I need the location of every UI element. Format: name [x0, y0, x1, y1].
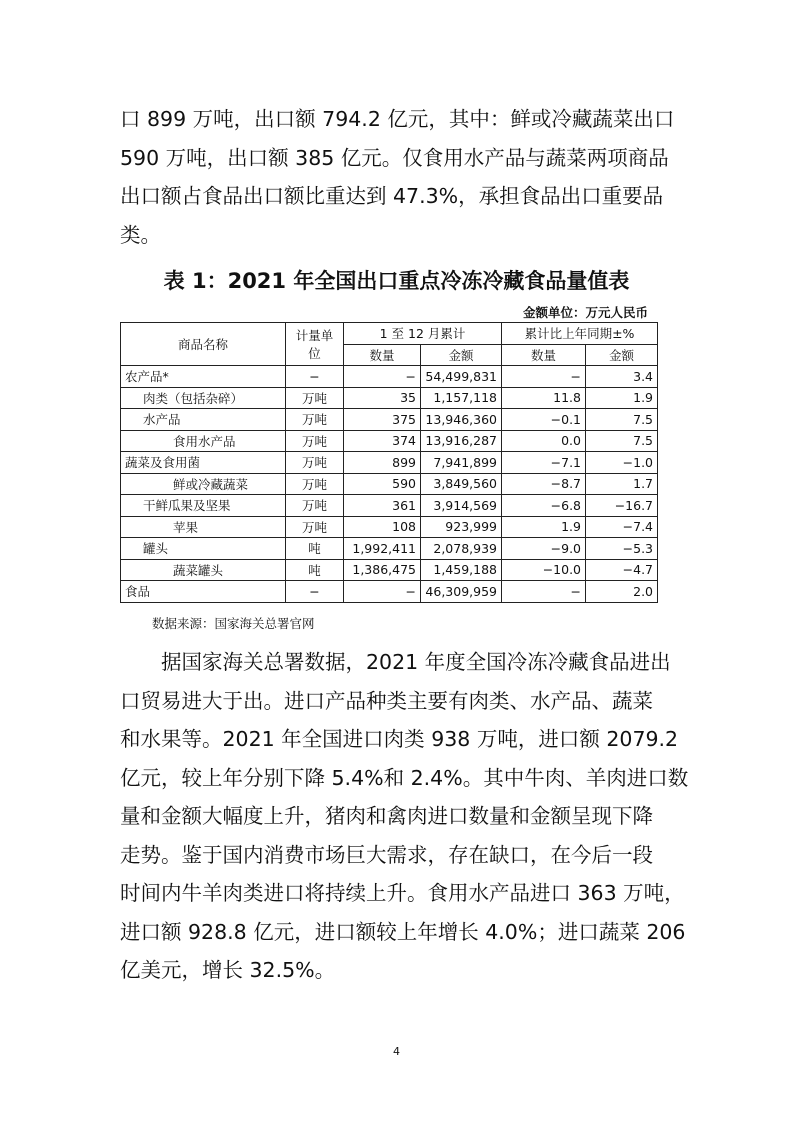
- table-title: 表 1：2021 年全国出口重点冷冻冷藏食品量值表: [163, 269, 630, 293]
- cell-quantity-change: 0.0: [502, 430, 586, 452]
- cell-amount: 2,078,939: [421, 538, 502, 560]
- cell-amount-change: −1.0: [586, 452, 658, 474]
- cell-unit: 万吨: [286, 473, 344, 495]
- cell-name: 农产品*: [121, 366, 286, 388]
- cell-quantity-change: −: [502, 581, 586, 603]
- cell-name: 肉类（包括杂碎）: [121, 387, 286, 409]
- cell-name: 蔬菜罐头: [121, 559, 286, 581]
- text-line: 量和金额大幅度上升，猪肉和禽肉进口数量和金额呈现下降: [120, 804, 653, 828]
- cell-amount-change: −5.3: [586, 538, 658, 560]
- text-line: 类。: [120, 222, 161, 247]
- table-row: [121, 452, 658, 474]
- cell-amount: 3,849,560: [421, 473, 502, 495]
- cell-quantity-change: −8.7: [502, 473, 586, 495]
- cell-quantity: 374: [344, 430, 421, 452]
- text-line: 590 万吨，出口额 385 亿元。仅食用水产品与蔬菜两项商品: [120, 145, 669, 170]
- cell-amount-change: 1.9: [586, 387, 658, 409]
- cell-name: 鲜或冷藏蔬菜: [121, 473, 286, 495]
- cell-quantity: 590: [344, 473, 421, 495]
- table-row: [121, 538, 658, 560]
- cell-unit: 万吨: [286, 430, 344, 452]
- cell-quantity: −: [344, 366, 421, 388]
- cell-quantity-change: −9.0: [502, 538, 586, 560]
- header-cumulative: 1 至 12 月累计: [344, 323, 502, 345]
- cell-name: 蔬菜及食用菌: [121, 452, 286, 474]
- cell-quantity: 1,386,475: [344, 559, 421, 581]
- table-row: [121, 516, 658, 538]
- cell-amount: 46,309,959: [421, 581, 502, 603]
- header-name: 商品名称: [121, 323, 286, 366]
- cell-amount-change: 3.4: [586, 366, 658, 388]
- table-row: [121, 473, 658, 495]
- cell-unit: 吨: [286, 538, 344, 560]
- source-note: 数据来源：国家海关总署官网: [152, 616, 315, 631]
- cell-quantity: 108: [344, 516, 421, 538]
- cell-amount-change: 7.5: [586, 430, 658, 452]
- cell-quantity-change: −10.0: [502, 559, 586, 581]
- cell-quantity: 35: [344, 387, 421, 409]
- cell-unit: −: [286, 366, 344, 388]
- unit-note: 金额单位：万元人民币: [523, 305, 649, 320]
- cell-amount: 13,916,287: [421, 430, 502, 452]
- text-line: 和水果等。2021 年全国进口肉类 938 万吨，进口额 2079.2: [120, 727, 679, 751]
- table-row: [121, 409, 658, 431]
- cell-unit: −: [286, 581, 344, 603]
- header-amount-change: 金额: [586, 344, 658, 366]
- cell-quantity: 899: [344, 452, 421, 474]
- cell-quantity-change: −: [502, 366, 586, 388]
- text-line: 亿美元，增长 32.5%。: [120, 958, 336, 982]
- cell-quantity-change: 11.8: [502, 387, 586, 409]
- header-unit: 计量单位: [286, 323, 344, 366]
- cell-amount-change: −4.7: [586, 559, 658, 581]
- cell-amount-change: −16.7: [586, 495, 658, 517]
- cell-name: 苹果: [121, 516, 286, 538]
- cell-amount-change: 2.0: [586, 581, 658, 603]
- cell-quantity-change: −7.1: [502, 452, 586, 474]
- cell-quantity-change: 1.9: [502, 516, 586, 538]
- text-line: 进口额 928.8 亿元，进口额较上年增长 4.0%；进口蔬菜 206: [120, 919, 686, 944]
- cell-quantity: 1,992,411: [344, 538, 421, 560]
- header-quantity-change: 数量: [502, 344, 586, 366]
- cell-name: 水产品: [121, 409, 286, 431]
- cell-amount-change: 7.5: [586, 409, 658, 431]
- cell-unit: 万吨: [286, 495, 344, 517]
- export-data-table: [120, 322, 658, 603]
- cell-unit: 万吨: [286, 516, 344, 538]
- cell-amount: 13,946,360: [421, 409, 502, 431]
- cell-unit: 万吨: [286, 387, 344, 409]
- cell-amount: 923,999: [421, 516, 502, 538]
- table-row: [121, 581, 658, 603]
- table-row: [121, 495, 658, 517]
- cell-amount: 1,157,118: [421, 387, 502, 409]
- text-line: 亿元，较上年分别下降 5.4%和 2.4%。其中牛肉、羊肉进口数: [120, 765, 689, 790]
- table-row: [121, 387, 658, 409]
- cell-amount-change: 1.7: [586, 473, 658, 495]
- text-line: 走势。鉴于国内消费市场巨大需求，存在缺口，在今后一段: [120, 842, 653, 867]
- cell-quantity-change: −6.8: [502, 495, 586, 517]
- cell-unit: 吨: [286, 559, 344, 581]
- cell-amount: 3,914,569: [421, 495, 502, 517]
- cell-quantity: 375: [344, 409, 421, 431]
- header-change: 累计比上年同期±%: [502, 323, 658, 345]
- cell-quantity: 361: [344, 495, 421, 517]
- text-line: 口 899 万吨，出口额 794.2 亿元，其中：鲜或冷藏蔬菜出口: [120, 107, 675, 131]
- cell-quantity: −: [344, 581, 421, 603]
- text-line: 口贸易进大于出。进口产品种类主要有肉类、水产品、蔬菜: [120, 688, 653, 713]
- intro-paragraph: [120, 100, 680, 254]
- table-row: [121, 559, 658, 581]
- cell-name: 干鲜瓜果及坚果: [121, 495, 286, 517]
- table-row: [121, 430, 658, 452]
- cell-unit: 万吨: [286, 409, 344, 431]
- cell-name: 罐头: [121, 538, 286, 560]
- header-amount: 金额: [421, 344, 502, 366]
- cell-amount-change: −7.4: [586, 516, 658, 538]
- body-paragraph: [120, 643, 689, 990]
- text-line: 出口额占食品出口额比重达到 47.3%，承担食品出口重要品: [120, 184, 664, 208]
- page-number: 4: [393, 1045, 400, 1058]
- text-line: 时间内牛羊肉类进口将持续上升。食用水产品进口 363 万吨，: [120, 881, 685, 905]
- cell-name: 食用水产品: [121, 430, 286, 452]
- cell-amount: 54,499,831: [421, 366, 502, 388]
- cell-quantity-change: −0.1: [502, 409, 586, 431]
- table-row: [121, 366, 658, 388]
- cell-name: 食品: [121, 581, 286, 603]
- text-line: 据国家海关总署数据，2021 年度全国冷冻冷藏食品进出: [120, 650, 671, 674]
- cell-amount: 7,941,899: [421, 452, 502, 474]
- cell-unit: 万吨: [286, 452, 344, 474]
- header-quantity: 数量: [344, 344, 421, 366]
- cell-amount: 1,459,188: [421, 559, 502, 581]
